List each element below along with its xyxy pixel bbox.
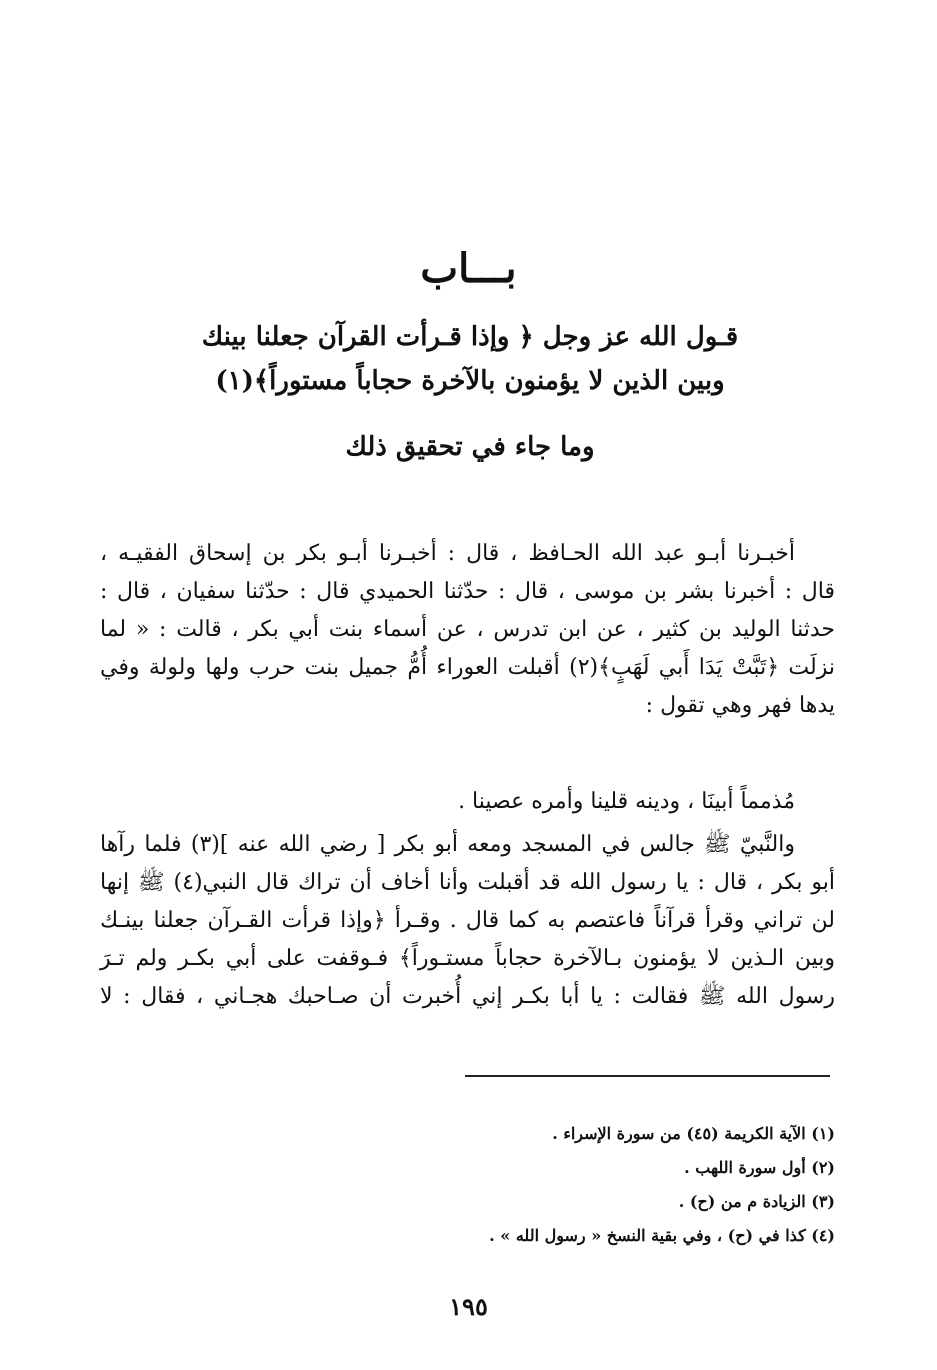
paragraph-2-line: أبو بكر ، قال : يا رسول الله قد أقبلت وأنا أخاف أن تراك قال النبي(٤) ﷺ إنها (100, 870, 835, 895)
footnote-item: (٣) الزيادة م من (ح) . (678, 1192, 835, 1211)
footnote-item: (٢) أول سورة اللهب . (684, 1158, 835, 1177)
paragraph-2-line: والنَّبيّ ﷺ جالس في المسجد ومعه أبو بكر [ رضي الله عنه ](٣) فلما رآها (100, 832, 795, 857)
paragraph-1-line: أخبـرنا أبـو عبد الله الحـافظ ، قال : أخبـرنا أبـو بكر بن إسحاق الفقيـه ، (100, 541, 795, 566)
verse-line: مُذمماً أبينَا ، ودينه قلينا وأمره عصينا . (458, 789, 795, 814)
page-number: ١٩٥ (449, 1292, 488, 1321)
paragraph-2-line: لن تراني وقرأ قرآناً فاعتصم به كما قال . وقـرأ ﴿وإذا قرأت القـرآن جعلنا بينـك (100, 908, 835, 933)
footnote-item: (١) الآية الكريمة (٤٥) من سورة الإسراء . (552, 1124, 835, 1143)
verse (100, 783, 835, 821)
paragraph-1-line: حدثنا الوليد بن كثير ، عن ابن تدرس ، عن أسماء بنت أبي بكر ، قالت : « لما (100, 617, 835, 642)
subtitle-line-3: وما جاء في تحقيق ذلك (345, 432, 595, 462)
paragraph-1-line: قال : أخبرنا بشر بن موسى ، قال : حدّثنا الحميدي قال : حدّثنا سفيان ، قال : (100, 579, 835, 604)
paragraph-2 (100, 826, 835, 1016)
chapter-title: بـــاب (420, 245, 517, 292)
paragraph-1-line: يدها فهر وهي تقول : (645, 693, 835, 718)
footnotes (340, 1117, 835, 1253)
paragraph-2-line: رسول الله ﷺ فقالت : يا أبا بكـر إني أُخبرت أن صـاحبك هجـاني ، فقال : لا (100, 984, 835, 1009)
footnote-item: (٤) كذا في (ح) ، وفي بقية النسخ « رسول الله » . (489, 1226, 835, 1245)
footnote-divider (465, 1075, 830, 1077)
paragraph-1 (100, 535, 835, 725)
paragraph-2-line: وبين الـذين لا يؤمنون بـالآخرة حجاباً مستـوراً﴾ فـوقفت على أبي بكـر ولم تـرَ (100, 946, 835, 971)
subtitle-line-2: وبين الذين لا يؤمنون بالآخرة حجاباً مستوراً﴾(١) (215, 366, 725, 396)
paragraph-1-line: نزلَت ﴿تَبَّتْ يَدَا أَبي لَهَبٍ﴾(٢) أقبلت العوراء أُمُّ جميل بنت حرب ولها ولولة وفي (100, 655, 835, 680)
subtitle-line-1: قـول الله عز وجل ﴿ وإذا قـرأت القرآن جعلنا بينك (201, 322, 739, 352)
